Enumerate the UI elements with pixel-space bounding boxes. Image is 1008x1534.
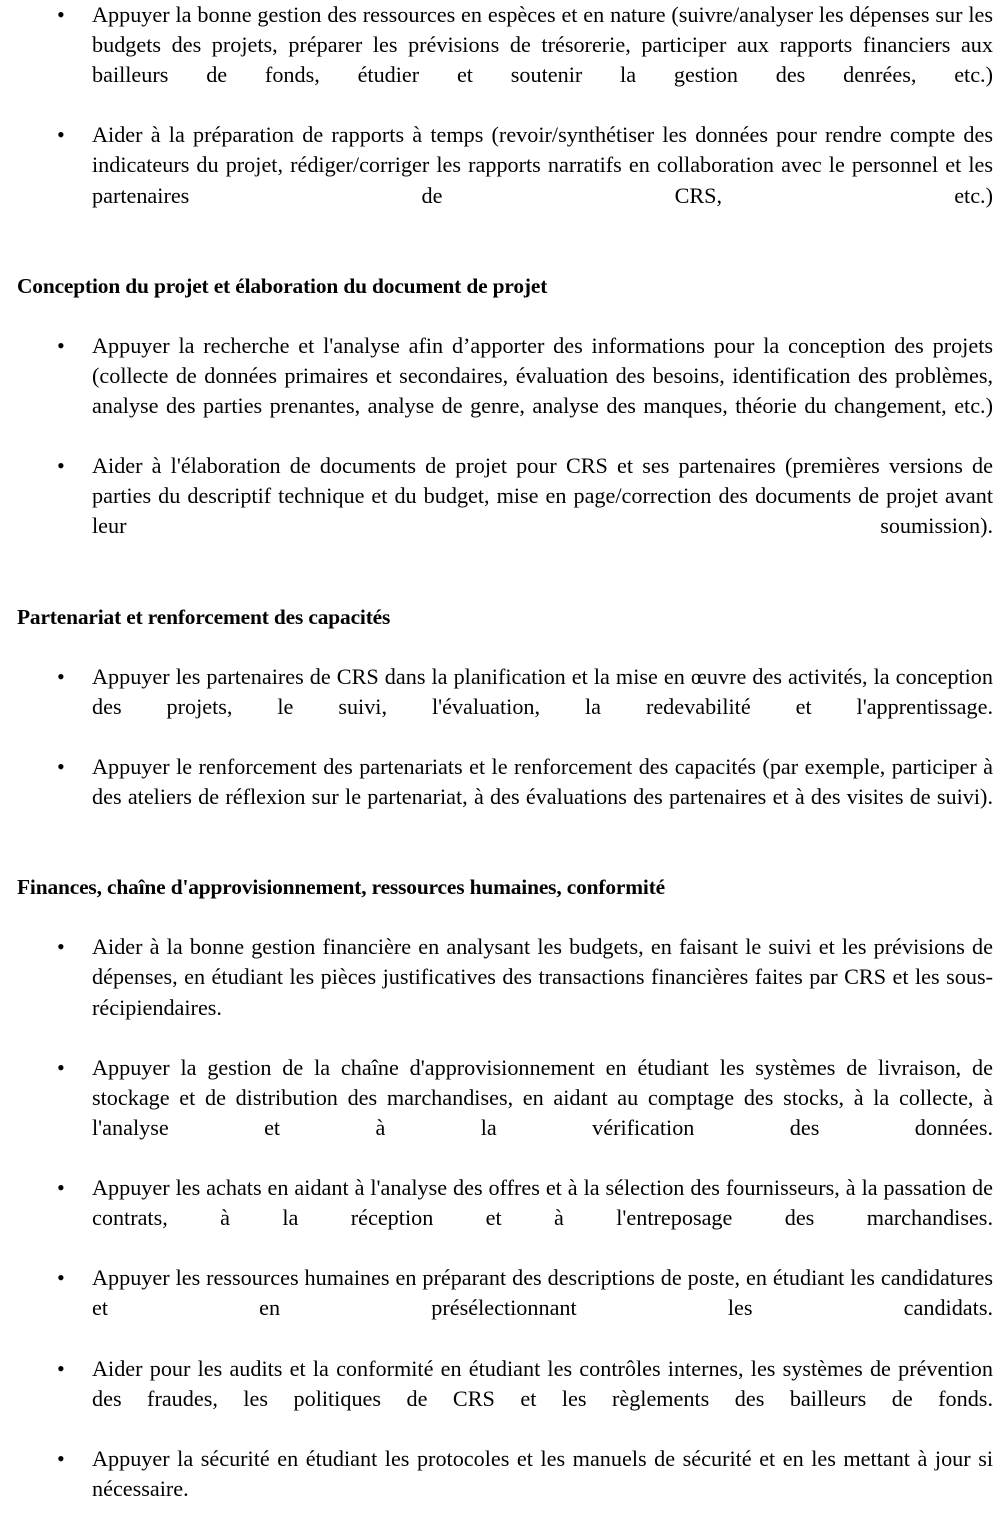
- spacer: [17, 902, 993, 932]
- list-item: [17, 752, 993, 842]
- bullet-point-icon: •: [57, 1445, 65, 1471]
- bullet-list-intro-continued: [17, 0, 993, 241]
- list-item-text: Aider à la bonne gestion financière en analysant les budgets, en faisant le suivi et les prévisions de dépenses, en étudiant les pièces justificatives des transactions financières faites par CRS et les sous-récipiendaires.: [92, 934, 993, 1020]
- list-item: [17, 451, 993, 571]
- bullet-point-icon: •: [57, 2, 65, 27]
- list-item: [17, 331, 993, 451]
- bullet-point-icon: •: [57, 1265, 65, 1291]
- bullet-point-icon: •: [57, 1355, 65, 1381]
- list-item: [17, 932, 993, 1052]
- document-body: [17, 0, 993, 1534]
- bullet-point-icon: •: [57, 122, 65, 148]
- list-item-text: Appuyer les partenaires de CRS dans la planification et la mise en œuvre des activités, la conception des projets, le suivi, l'évaluation, la redevabilité et l'apprentissage.: [92, 663, 993, 719]
- bullet-point-icon: •: [57, 453, 65, 479]
- spacer: [17, 301, 993, 331]
- bullet-list-partenariat: [17, 662, 993, 843]
- list-item-text: Aider à l'élaboration de documents de projet pour CRS et ses partenaires (premières versions de parties du descriptif technique et du budget, mise en page/correction des documents de projet avant leur soumission).: [92, 453, 993, 539]
- section-heading-conception-du-projet: Conception du projet et élaboration du document de projet: [17, 273, 548, 298]
- list-item: [17, 662, 993, 752]
- section-heading-partenariat: Partenariat et renforcement des capacités: [17, 604, 391, 629]
- spacer: [17, 842, 993, 872]
- section-heading-finances: Finances, chaîne d'approvisionnement, ressources humaines, conformité: [17, 875, 666, 900]
- bullet-point-icon: •: [57, 1175, 65, 1201]
- list-item: [17, 1263, 993, 1353]
- list-item-text: Aider à la préparation de rapports à temps (revoir/synthétiser les données pour rendre compte des indicateurs du projet, rédiger/corriger les rapports narratifs en collaboration avec le personnel et les partenaires de CRS, etc.): [92, 122, 993, 208]
- list-item: [17, 1444, 993, 1534]
- list-item-text: Appuyer les achats en aidant à l'analyse des offres et à la sélection des fournisseurs, à la passation de contrats, à la réception et à l'entreposage des marchandises.: [92, 1175, 993, 1231]
- list-item-text: Appuyer la bonne gestion des ressources en espèces et en nature (suivre/analyser les dépenses sur les budgets des projets, préparer les prévisions de trésorerie, participer aux rapports financiers aux bailleurs de fonds, étudier et soutenir la gestion des denrées, etc.): [92, 2, 993, 88]
- list-item: [17, 1053, 993, 1173]
- bullet-point-icon: •: [57, 753, 65, 779]
- bullet-list-conception-du-projet: [17, 331, 993, 572]
- list-item-text: Appuyer la sécurité en étudiant les protocoles et les manuels de sécurité et en les mettant à jour si nécessaire.: [92, 1445, 993, 1502]
- list-item-text: Appuyer les ressources humaines en préparant des descriptions de poste, en étudiant les candidatures et en présélectionnant les candidats.: [92, 1265, 993, 1321]
- list-item: [17, 0, 993, 120]
- bullet-point-icon: •: [57, 332, 65, 358]
- bullet-point-icon: •: [57, 934, 65, 960]
- list-item: [17, 1173, 993, 1263]
- list-item-text: Appuyer la recherche et l'analyse afin d’apporter des informations pour la conception des projets (collecte de données primaires et secondaires, évaluation des besoins, identification des problèmes, analyse des parties prenantes, analyse de genre, analyse des manques, théorie du changement, etc.): [92, 332, 993, 419]
- spacer: [17, 632, 993, 662]
- list-item: [17, 120, 993, 240]
- bullet-point-icon: •: [57, 1054, 65, 1080]
- spacer: [17, 572, 993, 602]
- list-item-text: Appuyer la gestion de la chaîne d'approvisionnement en étudiant les systèmes de livraison, de stockage et de distribution des marchandises, en aidant au comptage des stocks, à la collecte, à l'analyse et à la vérification des données.: [92, 1054, 993, 1140]
- list-item: [17, 1354, 993, 1444]
- bullet-list-finances: [17, 932, 993, 1534]
- list-item-text: Aider pour les audits et la conformité en étudiant les contrôles internes, les systèmes de prévention des fraudes, les politiques de CRS et les règlements des bailleurs de fonds.: [92, 1355, 993, 1411]
- list-item-text: Appuyer le renforcement des partenariats et le renforcement des capacités (par exemple, participer à des ateliers de réflexion sur le partenariat, à des évaluations des partenaires et à des visites de suivi).: [92, 753, 993, 810]
- bullet-point-icon: •: [57, 663, 65, 689]
- spacer: [17, 241, 993, 271]
